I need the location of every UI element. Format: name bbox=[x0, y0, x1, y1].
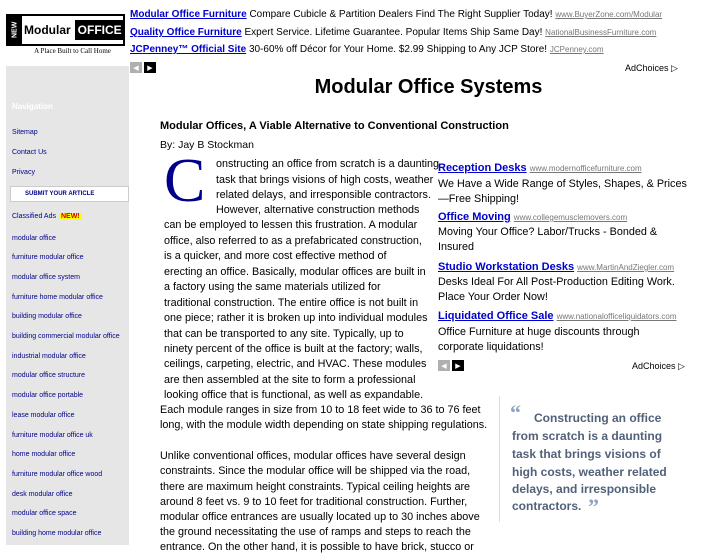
article-line: are then assembled at the site to form a professional bbox=[164, 374, 416, 386]
top-ad[interactable]: Quality Office Furniture Expert Service. Lifetime Guarantee. Popular Items Ship Same Day! NationalBusinessFurniture.com bbox=[130, 27, 657, 38]
article-line: around 8 feet vs. 9 to 10 feet for traditional construction. Further, bbox=[160, 496, 468, 508]
quote-line: high costs, weather related bbox=[512, 465, 667, 479]
nav-link[interactable]: modular office space bbox=[12, 510, 77, 517]
logo-new-badge: NEW bbox=[8, 16, 22, 44]
ad-prev-arrow-icon[interactable]: ◀ bbox=[438, 360, 450, 371]
nav-link[interactable]: modular office system bbox=[12, 274, 80, 281]
ad-next-arrow-icon[interactable]: ▶ bbox=[144, 62, 156, 73]
article-line: constraints. Since the modular office will be shipped via the road, bbox=[160, 465, 471, 477]
sidebar bbox=[6, 66, 129, 545]
adchoices-right[interactable]: AdChoices ▷ bbox=[632, 361, 685, 371]
right-ad-text: —Free Shipping! bbox=[438, 193, 520, 205]
nav-link[interactable]: desk modular office bbox=[12, 491, 73, 498]
article-line: ninety percent of the office is built at the factory; walls, bbox=[164, 343, 423, 355]
nav-link[interactable]: furniture modular office bbox=[12, 254, 84, 261]
article-line: entrance. On the other hand, it is possible to have brick, stucco or bbox=[160, 541, 474, 553]
right-ad-text: Place Your Order Now! bbox=[438, 291, 548, 303]
new-badge: NEW! bbox=[60, 213, 80, 220]
nav-link[interactable]: furniture modular office wood bbox=[12, 471, 103, 478]
right-ad-title[interactable]: Liquidated Office Sale www.nationalofficeliquidators.com bbox=[438, 310, 677, 322]
right-ad-text: Insured bbox=[438, 241, 475, 253]
right-ad-text: We Have a Wide Range of Styles, Shapes, & Prices bbox=[438, 178, 687, 190]
nav-link[interactable]: building home modular office bbox=[12, 530, 102, 537]
quote-line: from scratch is a daunting bbox=[512, 429, 663, 443]
article-line: ceilings, carpeting, electric, and HVAC. These modules bbox=[164, 358, 427, 370]
adchoices-top[interactable]: AdChoices ▷ bbox=[625, 63, 678, 73]
nav-link-sitemap[interactable]: Sitemap bbox=[12, 129, 38, 136]
article-line: the ground necessitating the use of ramps and steps to reach the bbox=[160, 526, 471, 538]
nav-link[interactable]: modular office structure bbox=[12, 372, 86, 379]
logo-word-office: OFFICE bbox=[75, 20, 125, 40]
article-line: is a quicker, and more cost effective method of bbox=[164, 250, 387, 262]
nav-link[interactable]: modular office bbox=[12, 235, 56, 242]
top-ad-strip bbox=[130, 6, 683, 76]
site-logo[interactable] bbox=[6, 6, 125, 63]
nav-link[interactable]: furniture home modular office bbox=[12, 294, 103, 301]
article-line: Unlike conventional offices, modular offices have several design bbox=[160, 450, 466, 462]
drop-cap: C bbox=[164, 147, 206, 215]
article-byline: By: Jay B Stockman bbox=[160, 139, 254, 151]
quote-line: task that brings visions of bbox=[512, 447, 661, 461]
article-line: traditional construction. The entire office is not built in bbox=[164, 297, 419, 309]
pull-quote bbox=[499, 396, 721, 522]
submit-article-button[interactable]: SUBMIT YOUR ARTICLE bbox=[10, 186, 129, 202]
article-line: looking office that is functional, as well as expandable. bbox=[164, 389, 424, 401]
page-title: Modular Office Systems bbox=[314, 76, 543, 98]
nav-link[interactable]: home modular office bbox=[12, 451, 76, 458]
article-line: erecting an office. Basically, modular offices are built in bbox=[164, 266, 426, 278]
adchoices-icon: ▷ bbox=[671, 63, 678, 73]
right-ad-text: corporate liquidations! bbox=[438, 341, 544, 353]
quote-line: Constructing an office bbox=[534, 411, 662, 425]
article-line: Each module ranges in size from 10 to 18 feet wide to 36 to 76 feet bbox=[160, 404, 481, 416]
article-line: that can be transported to any site. Typically, up to bbox=[164, 328, 404, 340]
logo-tagline: A Place Built to Call Home bbox=[34, 47, 111, 55]
close-quote-icon: ” bbox=[588, 494, 599, 519]
adchoices-icon: ▷ bbox=[678, 361, 685, 371]
nav-link-privacy[interactable]: Privacy bbox=[12, 169, 35, 176]
nav-link[interactable]: modular office portable bbox=[12, 392, 84, 399]
logo-mark bbox=[6, 14, 125, 46]
ad-prev-arrow-icon[interactable]: ◀ bbox=[130, 62, 142, 73]
nav-link-classified[interactable]: Classified Ads NEW! bbox=[12, 213, 80, 220]
quote-line: delays, and irresponsible bbox=[512, 482, 657, 496]
right-ad-text: Moving Your Office? Labor/Trucks - Bonded & bbox=[438, 226, 658, 238]
nav-heading: Navigation bbox=[12, 102, 53, 111]
article-line: related delays, and irresponsible contractors. bbox=[216, 189, 431, 201]
nav-link[interactable]: lease modular office bbox=[12, 412, 75, 419]
article-line: task that brings visions of high costs, weather bbox=[216, 174, 434, 186]
article-line: office, also referred to as a prefabricated construction, bbox=[164, 235, 422, 247]
article-line: a factory using the same materials utilized for bbox=[164, 281, 381, 293]
nav-link[interactable]: furniture modular office uk bbox=[12, 432, 93, 439]
article-line: there are maximum height constraints. Typical ceiling heights are bbox=[160, 481, 471, 493]
right-ad-title[interactable]: Studio Workstation Desks www.MartinAndZiegler.com bbox=[438, 261, 675, 273]
right-ad-text: Desks Ideal For All Post-Production Editing Work. bbox=[438, 276, 675, 288]
article-line: modular office entrances are usually located up to 30 inches above bbox=[160, 511, 480, 523]
article-line: However, alternative construction methods bbox=[216, 204, 420, 216]
quote-line: contractors. bbox=[512, 499, 582, 513]
article-line: long, with the module width depending on state shipping regulations. bbox=[160, 419, 488, 431]
article-line: one piece; rather it is broken up into individual modules bbox=[164, 312, 428, 324]
nav-link[interactable]: industrial modular office bbox=[12, 353, 86, 360]
ad-next-arrow-icon[interactable]: ▶ bbox=[452, 360, 464, 371]
nav-link[interactable]: building modular office bbox=[12, 313, 82, 320]
nav-link[interactable]: building commercial modular office bbox=[12, 333, 120, 340]
top-ad[interactable]: Modular Office Furniture Compare Cubicle & Partition Dealers Find The Right Supplier Today! www.BuyerZone.com/Modular bbox=[130, 9, 663, 20]
article-line: can be employed to lessen this frustration. A modular bbox=[164, 219, 418, 231]
right-ad-text: Office Furniture at huge discounts through bbox=[438, 326, 640, 338]
article-line: onstructing an office from scratch is a daunting bbox=[216, 158, 440, 170]
top-ad[interactable]: JCPenney™ Official Site 30-60% off Décor for Your Home. $2.99 Shipping to Any JCP Store! JCPenney.com bbox=[130, 44, 604, 55]
nav-link-contact[interactable]: Contact Us bbox=[12, 149, 47, 156]
open-quote-icon: “ bbox=[510, 400, 521, 425]
right-ad-title[interactable]: Reception Desks www.modernofficefurniture.com bbox=[438, 162, 642, 174]
article-subtitle: Modular Offices, A Viable Alternative to Conventional Construction bbox=[160, 120, 509, 132]
logo-word-modular: Modular bbox=[24, 23, 71, 37]
right-ad-title[interactable]: Office Moving www.collegemusclemovers.com bbox=[438, 211, 628, 223]
